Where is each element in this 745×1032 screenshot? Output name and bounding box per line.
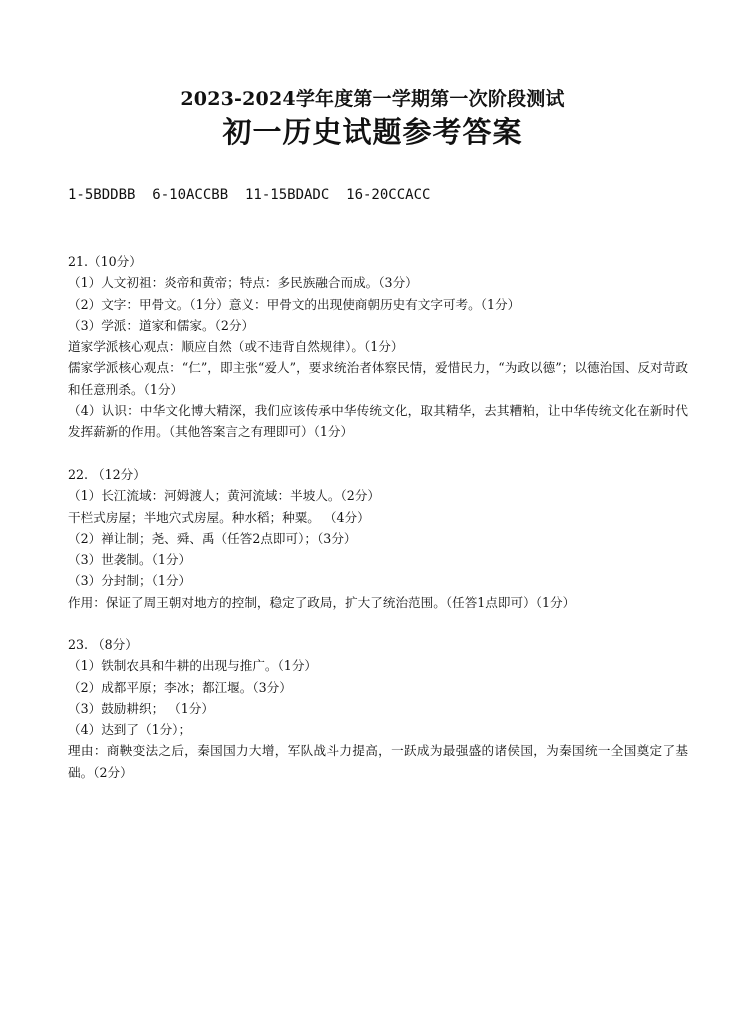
question-21-section — [68, 251, 688, 443]
answer-line: 儒家学派核心观点：“仁”，即主张“爱人”，要求统治者体察民情，爱惜民力，“为政以德”；以德治国、反对苛政和任意刑杀。（1分） — [68, 360, 688, 397]
answer-line: （4）达到了（1分）； — [68, 722, 192, 738]
question-heading: 23. （8分） — [68, 637, 138, 652]
answer-line: （1）长江流域：河姆渡人；黄河流域：半坡人。（2分） — [68, 488, 380, 504]
question-22-section — [68, 464, 688, 613]
answer-line: （3）鼓励耕织； （1分） — [68, 700, 214, 716]
choice-answers: 1-5BDDBB 6-10ACCBB 11-15BDADC 16-20CCACC — [68, 187, 431, 203]
exam-title: 2023-2024学年度第一学期第一次阶段测试 — [180, 88, 565, 110]
answer-line: 作用：保证了周王朝对地方的控制，稳定了政局，扩大了统治范围。（任答1点即可）（1分） — [68, 594, 576, 610]
answer-line: 道家学派核心观点：顺应自然（或不违背自然规律）。（1分） — [68, 339, 404, 355]
answer-line: （3）分封制；（1分） — [68, 573, 192, 589]
answer-line: （1）铁制农具和牛耕的出现与推广。（1分） — [68, 658, 318, 674]
document-title: 初一历史试题参考答案 — [222, 115, 523, 149]
question-heading: 21.（10分） — [68, 254, 142, 269]
question-23-section — [68, 634, 688, 783]
answer-line: （2）文字：甲骨文。（1分）意义：甲骨文的出现使商朝历史有文字可考。（1分） — [68, 296, 521, 312]
question-heading: 22. （12分） — [68, 467, 146, 482]
answer-line: （4）认识：中华文化博大精深，我们应该传承中华传统文化，取其精华，去其糟粕，让中华传统文化在新时代发挥薪新的作用。（其他答案言之有理即可）（1分） — [68, 403, 688, 440]
answer-line: （2）禅让制；尧、舜、禹（任答2点即可）；（3分） — [68, 530, 357, 546]
answer-line: 理由：商鞅变法之后，秦国国力大增，军队战斗力提高，一跃成为最强盛的诸侯国，为秦国统一全国奠定了基础。（2分） — [68, 743, 688, 780]
answer-line: （2）成都平原；李冰；都江堰。（3分） — [68, 679, 292, 695]
answer-line: （3）世袭制。（1分） — [68, 552, 192, 568]
answer-line: 干栏式房屋；半地穴式房屋。种水稻；种粟。 （4分） — [68, 509, 370, 525]
answer-line: （1）人文初祖：炎帝和黄帝；特点：多民族融合而成。（3分） — [68, 275, 418, 291]
answer-line: （3）学派：道家和儒家。（2分） — [68, 317, 255, 333]
